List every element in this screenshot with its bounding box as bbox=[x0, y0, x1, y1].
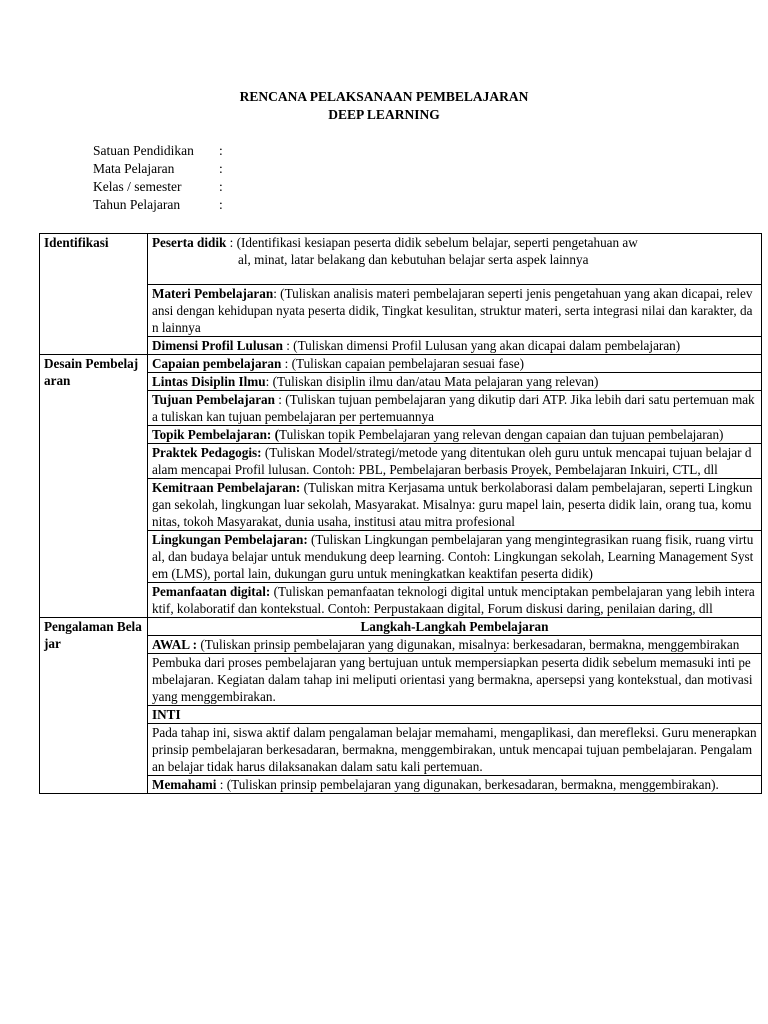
meta-sep: : bbox=[219, 179, 223, 194]
cell-awal bbox=[148, 636, 762, 654]
row-text: (Tuliskan Lingkungan pembelajaran yang mengintegrasikan ruang fisik, ruang virtual, dan budaya belajar untuk mendukung deep learning. Contoh: Lingkungan sekolah, Learning Management System (LMS), portal lain, dukungan guru untuk meningkatkan keaktifan peserta didik) bbox=[152, 532, 754, 581]
table-row bbox=[40, 531, 762, 583]
row-text-continued: al, minat, latar belakang dan kebutuhan belajar serta aspek lainnya bbox=[238, 252, 589, 267]
row-text: : (Tuliskan dimensi Profil Lulusan yang akan dicapai dalam pembelajaran) bbox=[282, 338, 681, 353]
row-heading: Materi Pembelajaran bbox=[152, 286, 274, 301]
doc-title: RENCANA PELAKSANAAN PEMBELAJARAN bbox=[239, 89, 529, 104]
row-heading: Praktek Pedagogis: bbox=[152, 445, 262, 460]
meta-sep: : bbox=[219, 161, 223, 176]
cell-praktek bbox=[148, 444, 762, 479]
cell-memahami bbox=[148, 776, 762, 794]
cell-lingkungan bbox=[148, 531, 762, 583]
row-text: Tuliskan topik Pembelajaran yang relevan dengan capaian dan tujuan pembelajaran) bbox=[279, 427, 724, 442]
meta-row-kelas bbox=[93, 178, 223, 196]
cell-materi bbox=[148, 285, 762, 337]
row-heading: Pemanfaatan digital: bbox=[152, 584, 271, 599]
cell-capaian bbox=[148, 355, 762, 373]
section-pengalaman: Pengalaman Belajar bbox=[40, 618, 148, 794]
row-heading: Dimensi Profil Lulusan bbox=[152, 338, 283, 353]
table-row bbox=[40, 444, 762, 479]
section-identifikasi: Identifikasi bbox=[40, 234, 148, 285]
row-text: : (Tuliskan disiplin ilmu dan/atau Mata pelajaran yang relevan) bbox=[265, 374, 599, 389]
table-row bbox=[40, 618, 762, 636]
cell-inti: INTI bbox=[148, 706, 762, 724]
cell-dimensi bbox=[148, 337, 762, 355]
table-row bbox=[40, 724, 762, 776]
row-heading: Lintas Disiplin Ilmu bbox=[152, 374, 266, 389]
row-heading: Capaian pembelajaran bbox=[152, 356, 282, 371]
table-row bbox=[40, 706, 762, 724]
meta-label: Tahun Pelajaran bbox=[93, 197, 181, 212]
cell-inti-desc: Pada tahap ini, siswa aktif dalam pengalaman belajar memahami, mengaplikasi, dan merefleksi. Guru menerapkan prinsip pembelajaran berkesadaran, bermakna, menggembirakan, untuk mencapai tujuan pembelajaran. Pengalaman belajar tidak harus dilaksanakan dalam satu kali pertemuan. bbox=[148, 724, 762, 776]
table-row bbox=[40, 426, 762, 444]
table-row bbox=[40, 776, 762, 794]
table-row bbox=[40, 479, 762, 531]
meta-row-satuan bbox=[93, 142, 223, 160]
meta-label: Satuan Pendidikan bbox=[93, 143, 194, 158]
meta-label: Kelas / semester bbox=[93, 179, 182, 194]
row-text: : (Tuliskan analisis materi pembelajaran seperti jenis pengetahuan yang akan dicapai, relevansi dengan kehidupan nyata peserta didik, Tingkat kesulitan, struktur materi, serta integrasi nilai dan karakter, dan lainnya bbox=[152, 286, 753, 335]
table-row bbox=[40, 583, 762, 618]
cell-pembuka: Pembuka dari proses pembelajaran yang bertujuan untuk mempersiapkan peserta didik sebelum memasuki inti pembelajaran. Kegiatan dalam tahap ini meliputi orientasi yang bermakna, apersepsi yang kontekstual, dan motivasi yang menggembirakan. bbox=[148, 654, 762, 706]
row-text: (Tuliskan prinsip pembelajaran yang digunakan, misalnya: berkesadaran, bermakna, menggembirakan bbox=[197, 637, 740, 652]
row-text: (Tuliskan pemanfaatan teknologi digital untuk menciptakan pembelajaran yang lebih interaktif, kolaboratif dan kontekstual. Contoh: Perpustakaan digital, Forum diskusi daring, penilaian daring, dll bbox=[152, 584, 755, 616]
cell-tujuan bbox=[148, 391, 762, 426]
row-heading: Kemitraan Pembelajaran: bbox=[152, 480, 301, 495]
row-heading: Peserta didik bbox=[152, 235, 227, 250]
cell-langkah-header: Langkah-Langkah Pembelajaran bbox=[148, 618, 762, 636]
meta-sep: : bbox=[219, 197, 223, 212]
row-heading: Tujuan Pembelajaran bbox=[152, 392, 275, 407]
table-row bbox=[40, 234, 762, 285]
table-row bbox=[40, 636, 762, 654]
cell-lintas bbox=[148, 373, 762, 391]
meta-sep: : bbox=[219, 143, 223, 158]
row-text: : (Tuliskan tujuan pembelajaran yang dikutip dari ATP. Jika lebih dari satu pertemuan maka tuliskan kan tujuan pembelajaran per pertemuannya bbox=[152, 392, 755, 424]
row-text: : (Identifikasi kesiapan peserta didik sebelum belajar, seperti pengetahuan aw bbox=[226, 235, 638, 250]
row-text: (Tuliskan mitra Kerjasama untuk berkolaborasi dalam pembelajaran, seperti Lingkungan sekolah, lingkungan luar sekolah, Masyarakat. Misalnya: guru mapel lain, peserta didik lain, orang tua, komunitas, tokoh Masyarakat, dunia usaha, institusi atau mitra profesional bbox=[152, 480, 753, 529]
meta-label: Mata Pelajaran bbox=[93, 161, 175, 176]
table-row bbox=[40, 285, 762, 337]
meta-row-mapel bbox=[93, 160, 223, 178]
table-row bbox=[40, 355, 762, 373]
row-heading: AWAL : bbox=[152, 637, 198, 652]
table-row bbox=[40, 373, 762, 391]
row-heading: Lingkungan Pembelajaran: bbox=[152, 532, 308, 547]
row-text: : (Tuliskan capaian pembelajaran sesuai fase) bbox=[281, 356, 524, 371]
row-text: : (Tuliskan prinsip pembelajaran yang digunakan, berkesadaran, bermakna, menggembirakan). bbox=[216, 777, 719, 792]
section-desain: Desain Pembelajaran bbox=[40, 355, 148, 618]
table-row bbox=[40, 654, 762, 706]
cell-peserta-didik bbox=[148, 234, 762, 285]
cell-digital bbox=[148, 583, 762, 618]
table-row bbox=[40, 391, 762, 426]
row-heading: Memahami bbox=[152, 777, 217, 792]
row-heading: Topik Pembelajaran: ( bbox=[152, 427, 279, 442]
meta-row-tahun bbox=[93, 196, 223, 214]
cell-kemitraan bbox=[148, 479, 762, 531]
table-row bbox=[40, 337, 762, 355]
doc-subtitle: DEEP LEARNING bbox=[328, 107, 440, 122]
cell-topik bbox=[148, 426, 762, 444]
row-text: (Tuliskan Model/strategi/metode yang ditentukan oleh guru untuk mencapai tujuan belajar dalam mencapai Profil lulusan. Contoh: PBL, Pembelajaran berbasis Proyek, Pembelajaran Inkuiri, CTL, dll bbox=[152, 445, 752, 477]
rpp-table bbox=[39, 233, 762, 794]
